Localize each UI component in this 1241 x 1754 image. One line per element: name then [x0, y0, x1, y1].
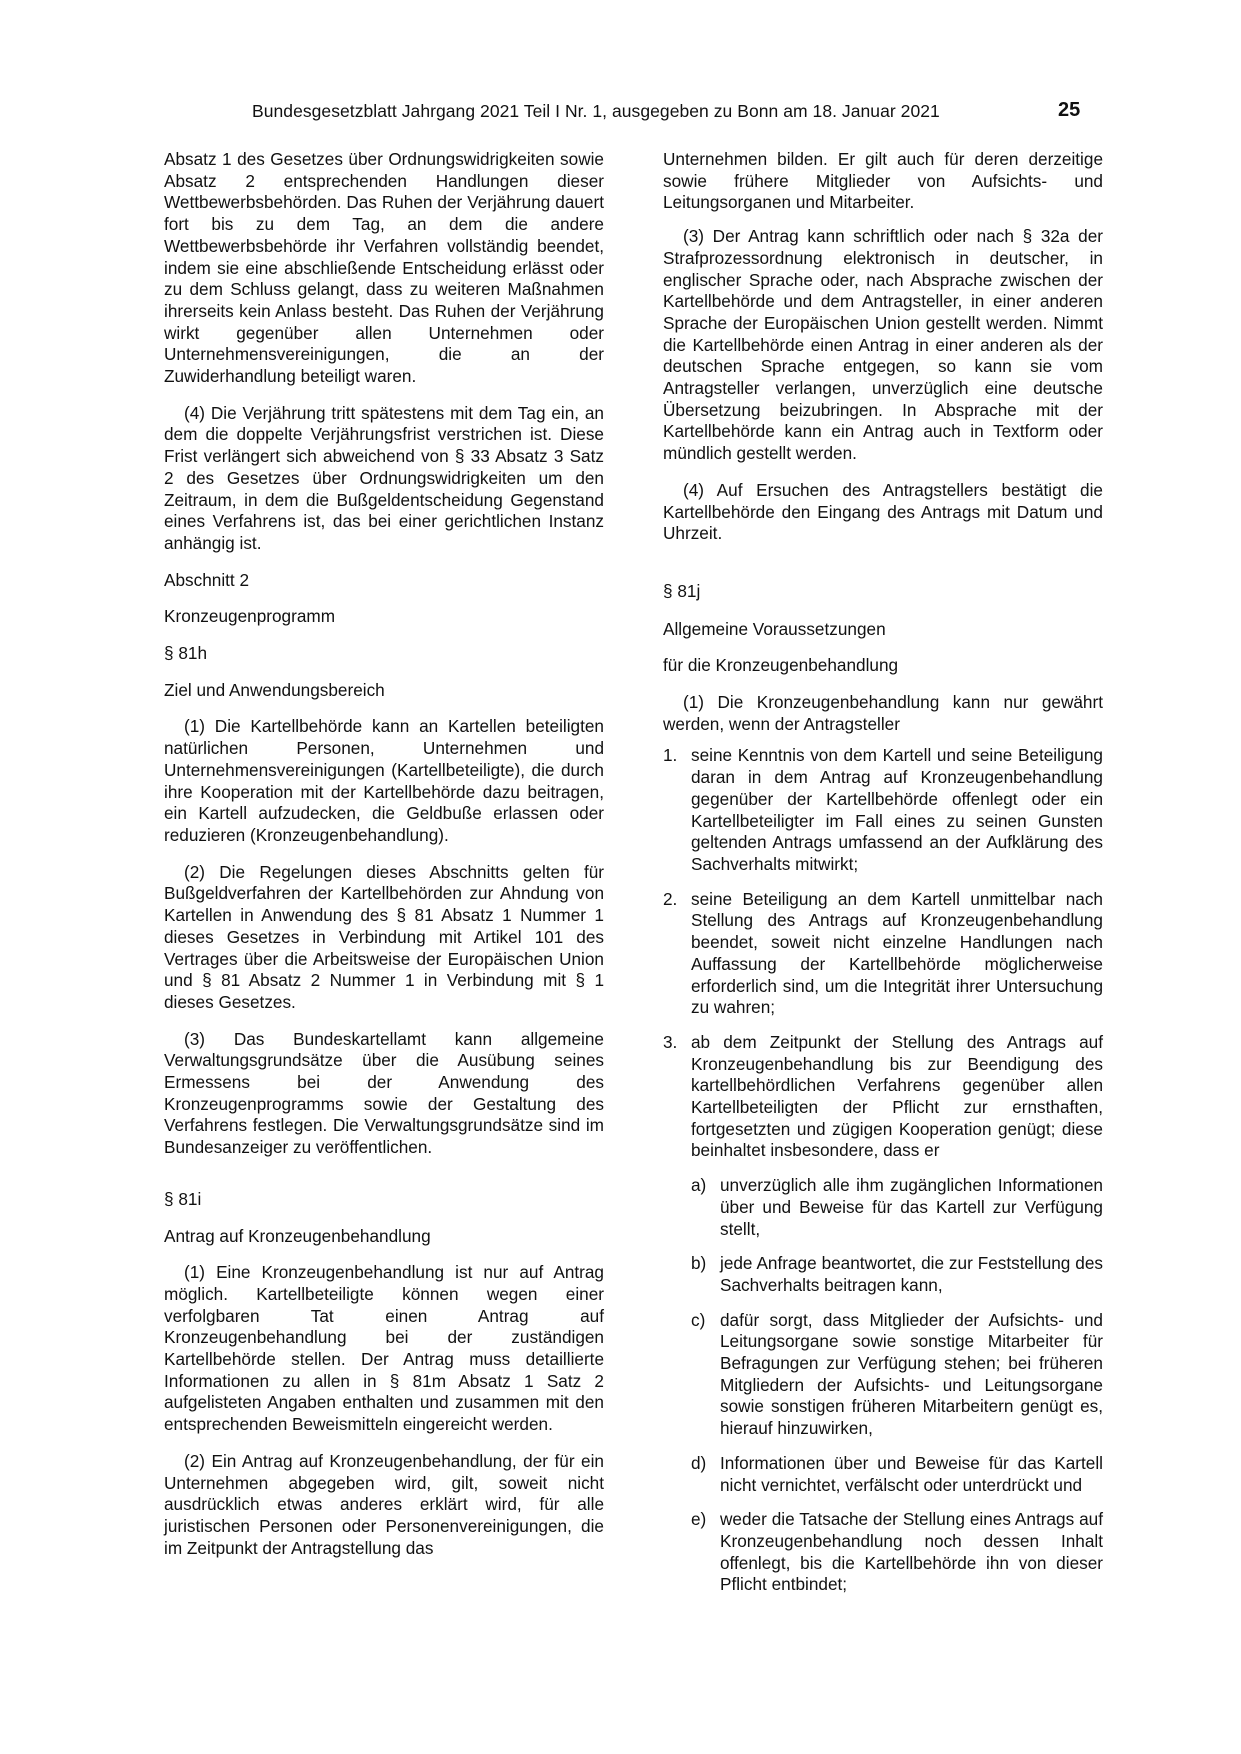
list-item	[663, 745, 1103, 875]
sub-list-item-text: jede Anfrage beantwortet, die zur Feststellung des Sachverhalts beitragen kann,	[720, 1253, 1103, 1295]
sub-list-item-letter: c)	[691, 1309, 706, 1330]
paragraph-title-81j-line2: für die Kronzeugenbehandlung	[663, 655, 899, 676]
paragraph-81i-4: (4) Auf Ersuchen des Antragstellers bestätigt die Kartellbehörde den Eingang des Antrags mit Datum und Uhrzeit.	[663, 479, 1103, 544]
sub-list-item	[663, 1509, 1103, 1596]
paragraph-81h-3: (3) Das Bundeskartellamt kann allgemeine Verwaltungsgrundsätze über die Ausübung seines Ermessens bei der Anwendung des Kronzeugenprogramms sowie der Gestaltung des Verfahrens festlegen. Die Verwaltungsgrundsätze sind im Bundesanzeiger zu veröffentlichen.	[164, 1028, 604, 1158]
list-item	[663, 1032, 1103, 1162]
list-item-number: 1.	[663, 745, 678, 766]
sub-list-item	[663, 1175, 1103, 1240]
paragraph-81h-2: (2) Die Regelungen dieses Abschnitts gelten für Bußgeldverfahren der Kartellbehörden zur Ahndung von Kartellen in Anwendung des § 81 Absatz 1 Nummer 1 dieses Gesetzes in Verbindung mit Artikel 101 des Vertrages über die Arbeitsweise der Europäischen Union und § 81 Absatz 2 Nummer 1 in Verbindung mit § 1 dieses Gesetzes.	[164, 861, 604, 1012]
sub-list-item-text: unverzüglich alle ihm zugänglichen Informationen über und Beweise für das Kartell zur Verfügung stellt,	[720, 1175, 1103, 1239]
running-header: Bundesgesetzblatt Jahrgang 2021 Teil I Nr. 1, ausgegeben zu Bonn am 18. Januar 2021	[252, 101, 940, 121]
sub-list-item-text: weder die Tatsache der Stellung eines Antrags auf Kronzeugenbehandlung noch dessen Inhalt offenlegt, bis die Kartellbehörde ihn von dieser Pflicht entbindet;	[720, 1509, 1103, 1595]
right-column	[663, 149, 1103, 1611]
list-item-number: 2.	[663, 888, 678, 909]
paragraph-number-81i: § 81i	[164, 1188, 202, 1209]
section-heading: Abschnitt 2	[164, 569, 250, 590]
paragraph-81i-3: (3) Der Antrag kann schriftlich oder nach § 32a der Strafprozessordnung elektronisch in deutscher, in englischer Sprache oder, nach Absprache zwischen der Kartellbehörde und dem Antragsteller, in einer anderen Sprache der Europäischen Union gestellt werden. Nimmt die Kartellbehörde einen Antrag in einer anderen als der deutschen Sprache entgegen, so kann sie vom Antragsteller verlangen, unverzüglich eine deutsche Übersetzung beizubringen. In Absprache mit der Kartellbehörde kann ein Antrag auch in Textform oder mündlich gestellt werden.	[663, 226, 1103, 464]
paragraph-number-81j: § 81j	[663, 580, 701, 601]
list-item	[663, 889, 1103, 1019]
sub-list-item-letter: a)	[691, 1175, 707, 1196]
list-item-text: seine Beteiligung an dem Kartell unmittelbar nach Stellung des Antrags auf Kronzeugenbehandlung beendet, soweit nicht einzelne Handlungen nach Auffassung der Kartellbehörde möglicherweise erforderlich sind, um die Integrität ihrer Untersuchung zu wahren;	[691, 888, 1103, 1018]
list-item-text: ab dem Zeitpunkt der Stellung des Antrags auf Kronzeugenbehandlung bis zur Beendigung des kartellbehördlichen Verfahrens gegenüber allen Kartellbeteiligten der Pflicht zur ernsthaften, fortgesetzten und zügigen Kooperation genügt; diese beinhaltet insbesondere, dass er	[691, 1031, 1103, 1161]
paragraph-continuation-right: Unternehmen bilden. Er gilt auch für deren derzeitige sowie frühere Mitglieder von Aufsichts- und Leitungsorganen und Mitarbeiter.	[663, 149, 1103, 213]
paragraph-81i-2: (2) Ein Antrag auf Kronzeugenbehandlung, der für ein Unternehmen abgegeben wird, gilt, soweit nicht ausdrücklich etwas anderes erklärt wird, für alle juristischen Personen oder Personenvereinigungen, die im Zeitpunkt der Antragstellung das	[164, 1450, 604, 1558]
section-title: Kronzeugenprogramm	[164, 606, 336, 627]
sub-list-item-letter: e)	[691, 1509, 707, 1530]
paragraph-number-81h: § 81h	[164, 643, 208, 664]
sub-list-item-text: Informationen über und Beweise für das Kartell nicht vernichtet, verfälscht oder unterdrückt und	[720, 1452, 1103, 1495]
list-item-number: 3.	[663, 1031, 678, 1052]
paragraph-81h-1: (1) Die Kartellbehörde kann an Kartellen beteiligten natürlichen Personen, Unternehmen und Unternehmensvereinigungen (Kartellbeteiligte), die durch ihre Kooperation mit der Kartellbehörde dazu beitragen, ein Kartell aufzudecken, die Geldbuße erlassen oder reduzieren (Kronzeugenbehandlung).	[164, 716, 604, 845]
sub-list-item-letter: d)	[691, 1452, 707, 1473]
paragraph-title-81j-line1: Allgemeine Voraussetzungen	[663, 618, 886, 639]
sub-list-item	[663, 1310, 1103, 1440]
paragraph-81j-1: (1) Die Kronzeugenbehandlung kann nur gewährt werden, wenn der Antragsteller	[663, 692, 1103, 734]
sub-list-item-letter: b)	[691, 1253, 707, 1274]
paragraph-title-81h: Ziel und Anwendungsbereich	[164, 679, 385, 700]
paragraph-4-verjaehrung: (4) Die Verjährung tritt spätestens mit dem Tag ein, an dem die doppelte Verjährungsfrist verstrichen ist. Diese Frist verlängert sich abweichend von § 33 Absatz 3 Satz 2 des Gesetzes über Ordnungswidrigkeiten um den Zeitraum, in dem die Bußgeldentscheidung Gegenstand eines Verfahrens ist, das bei einer gerichtlichen Instanz anhängig ist.	[164, 402, 604, 553]
sub-list-item	[663, 1453, 1103, 1496]
paragraph-81i-1: (1) Eine Kronzeugenbehandlung ist nur auf Antrag möglich. Kartellbeteiligte können wegen einer verfolgbaren Tat einen Antrag auf Kronzeugenbehandlung bei der zuständigen Kartellbehörde stellen. Der Antrag muss detaillierte Informationen zu allen in § 81m Absatz 1 Satz 2 aufgelisteten Angaben enthalten und zusammen mit den entsprechenden Beweismitteln eingereicht werden.	[164, 1262, 604, 1435]
paragraph-continuation: Absatz 1 des Gesetzes über Ordnungswidrigkeiten sowie Absatz 2 entsprechenden Handlungen dieser Wettbewerbsbehörden. Das Ruhen der Verjährung dauert fort bis zu dem Tag, an dem die andere Wettbewerbsbehörde ihr Verfahren vollständig beendet, indem sie eine abschließende Entscheidung erlässt oder zu dem Schluss gelangt, dass zu weiteren Maßnahmen ihrerseits kein Anlass besteht. Das Ruhen der Verjährung wirkt gegenüber allen Unternehmen oder Unternehmensvereinigungen, die an der Zuwiderhandlung beteiligt waren.	[164, 149, 604, 387]
page-header	[0, 101, 1100, 129]
sub-list-item-text: dafür sorgt, dass Mitglieder der Aufsichts- und Leitungsorgane sowie sonstige Mitarbeiter für Befragungen zur Verfügung stehen; bei früheren Mitgliedern der Aufsichts- und Leitungsorgane sowie sonstigen früheren Mitarbeitern genügt es, hierauf hinzuwirken,	[720, 1309, 1103, 1439]
list-item-text: seine Kenntnis von dem Kartell und seine Beteiligung daran in dem Antrag auf Kronzeugenbehandlung gegenüber der Kartellbehörde offenlegt oder ein Kartellbeteiligter im Fall eines zu seinen Gunsten geltenden Antrags umfassend an der Aufklärung des Sachverhalts mitwirkt;	[691, 745, 1103, 874]
sub-list-item	[663, 1253, 1103, 1296]
page-number: 25	[1058, 99, 1081, 121]
requirements-list	[663, 745, 1103, 1596]
left-column	[164, 149, 604, 1574]
paragraph-title-81i: Antrag auf Kronzeugenbehandlung	[164, 1225, 431, 1246]
